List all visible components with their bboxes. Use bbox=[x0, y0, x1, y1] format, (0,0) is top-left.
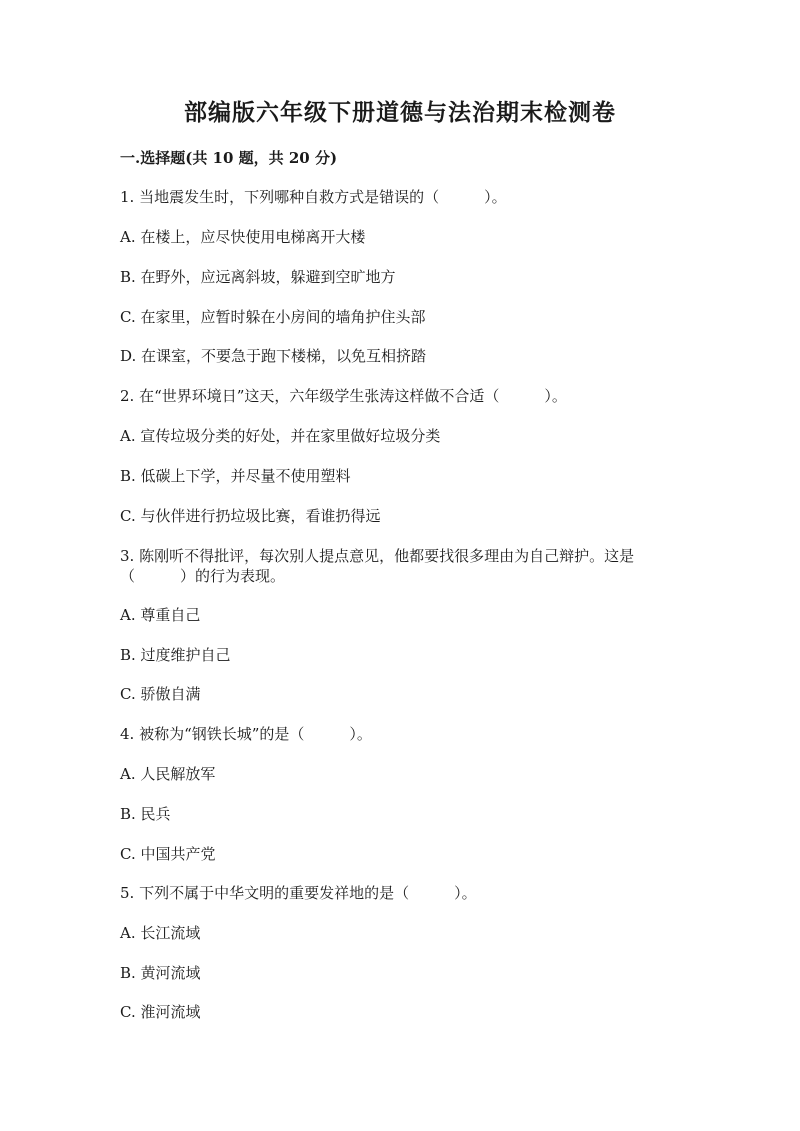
question-1-option-d: D. 在课室，不要急于跑下楼梯，以免互相挤踏 bbox=[120, 347, 427, 365]
question-3-option-c: C. 骄傲自满 bbox=[120, 685, 201, 703]
question-2-option-c: C. 与伙伴进行扔垃圾比赛，看谁扔得远 bbox=[120, 507, 381, 525]
question-3-stem-line-2: （ ）的行为表现。 bbox=[120, 567, 286, 585]
question-4-option-c: C. 中国共产党 bbox=[120, 845, 216, 863]
question-4-option-b: B. 民兵 bbox=[120, 805, 171, 823]
question-5-option-c: C. 淮河流域 bbox=[120, 1003, 201, 1021]
question-1-option-b: B. 在野外，应远离斜坡，躲避到空旷地方 bbox=[120, 268, 396, 286]
question-1-option-a: A. 在楼上，应尽快使用电梯离开大楼 bbox=[120, 228, 366, 246]
question-2-option-b: B. 低碳上下学，并尽量不使用塑料 bbox=[120, 467, 351, 485]
question-5-stem: 5. 下列不属于中华文明的重要发祥地的是（ ）。 bbox=[120, 884, 477, 902]
question-2-stem: 2. 在“世界环境日”这天，六年级学生张涛这样做不合适（ ）。 bbox=[120, 387, 567, 405]
section-heading: 一.选择题(共 10 题，共 20 分) bbox=[120, 149, 338, 167]
question-3-option-b: B. 过度维护自己 bbox=[120, 646, 231, 664]
question-5-option-a: A. 长江流域 bbox=[120, 924, 201, 942]
page-title: 部编版六年级下册道德与法治期末检测卷 bbox=[184, 99, 616, 126]
question-1-stem: 1. 当地震发生时，下列哪种自救方式是错误的（ ）。 bbox=[120, 188, 507, 206]
question-3-stem-line-1: 3. 陈刚听不得批评，每次别人提点意见，他都要找很多理由为自己辩护。这是 bbox=[120, 547, 635, 565]
question-4-stem: 4. 被称为“钢铁长城”的是（ ）。 bbox=[120, 725, 372, 743]
question-4-option-a: A. 人民解放军 bbox=[120, 765, 216, 783]
question-5-option-b: B. 黄河流域 bbox=[120, 964, 201, 982]
question-3-option-a: A. 尊重自己 bbox=[120, 606, 201, 624]
question-1-option-c: C. 在家里，应暂时躲在小房间的墙角护住头部 bbox=[120, 308, 426, 326]
question-2-option-a: A. 宣传垃圾分类的好处，并在家里做好垃圾分类 bbox=[120, 427, 441, 445]
